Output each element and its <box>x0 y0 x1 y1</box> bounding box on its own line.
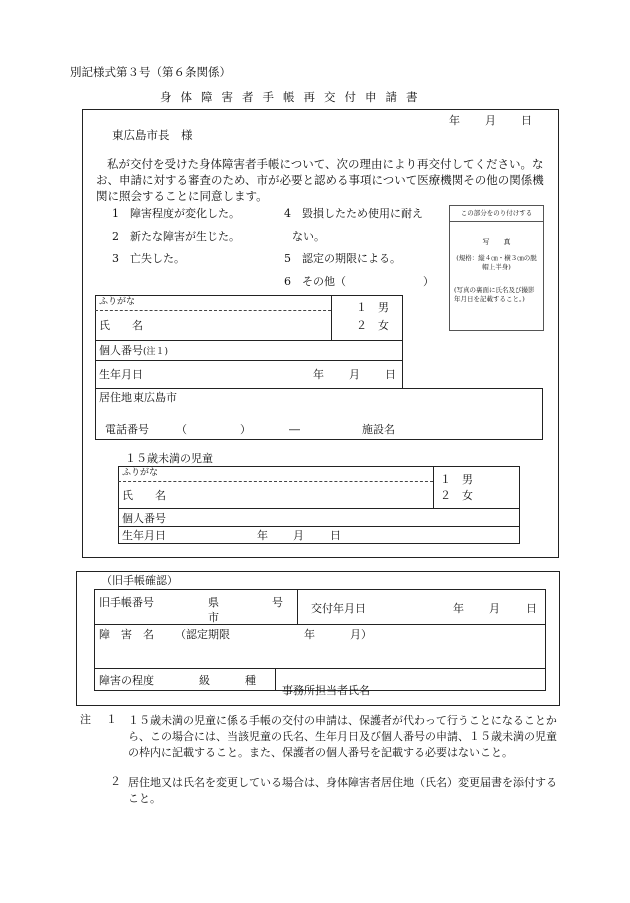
reason-3: 3 亡失した。 <box>112 252 185 265</box>
phone-dash: ― <box>289 423 300 436</box>
phone-open-paren: （ <box>176 423 187 436</box>
old-number-label: 旧手帳番号 <box>99 596 154 609</box>
disability-name-label: 障 害 名 <box>99 628 154 641</box>
form-number: 別記様式第３号（第６条関係） <box>70 65 231 79</box>
applicant-male-option: １ 男 <box>356 301 389 314</box>
child-name-label: 氏 名 <box>122 489 166 502</box>
issue-date-label: 交付年月日 <box>311 602 366 615</box>
photo-note: (写真の裏面に氏名及び撮影年月日を記載すること。) <box>454 286 535 303</box>
cert-month: 月） <box>350 628 372 641</box>
note-2-number: ２ <box>110 775 121 788</box>
child-birth-day: 日 <box>330 529 341 542</box>
applicant-furigana-label: ふりがな <box>99 297 136 307</box>
child-birth-label: 生年月日 <box>122 529 166 542</box>
address-label: 居住地 <box>99 391 132 404</box>
date-month: 月 <box>485 114 496 127</box>
date-day: 日 <box>521 114 532 127</box>
address-city: 東広島市 <box>133 391 177 404</box>
consent-statement: 私が交付を受けた身体障害者手帳について、次の理由により再交付してください。なお、申請に対する審査のため、市が必要と認める事項について医療機関その他の関係機関に照会することに同意します。 <box>96 157 544 203</box>
note-1-number: １ <box>106 713 117 726</box>
applicant-name-label: 氏 名 <box>99 319 143 332</box>
degree-grade: 級 <box>199 674 210 687</box>
old-prefecture: 県 <box>208 596 219 609</box>
applicant-id-label: 個人番号(注１) <box>99 344 169 357</box>
child-id-label: 個人番号 <box>122 512 166 525</box>
child-heading: １５歳未満の児童 <box>125 452 213 465</box>
child-male-option: １ 男 <box>440 473 473 486</box>
child-female-option: ２ 女 <box>440 489 473 502</box>
old-notebook-heading: （旧手帳確認） <box>101 574 178 587</box>
phone-label: 電話番号 <box>105 423 149 436</box>
photo-paste-label: この部分をのり付けする <box>450 206 543 222</box>
note-2: 居住地又は氏名を変更している場合は、身体障害者居住地（氏名）変更届書を添付すること。 <box>128 776 557 805</box>
reason-4: 4 毀損したため使用に耐え <box>284 207 423 220</box>
photo-box <box>449 205 544 331</box>
cert-year: 年 <box>304 628 315 641</box>
child-furigana-label: ふりがな <box>122 468 159 478</box>
reason-2: 2 新たな障害が生じた。 <box>112 230 240 243</box>
addressee: 東広島市長 様 <box>112 128 193 142</box>
cert-period-label: （認定期限 <box>175 628 230 641</box>
notes-label: 注 <box>80 713 91 726</box>
photo-title: 写 真 <box>482 238 511 246</box>
facility-label: 施設名 <box>362 423 395 436</box>
note-1: １５歳未満の児童に係る手帳の交付の申請は、保護者が代わって行うことになることから、この場合には、当該児童の氏名、生年月日及び個人番号の申請、１５歳未満の児童の枠内に記載すること。また、保護者の個人番号を記載する必要はないこと。 <box>128 714 557 759</box>
reason-5: 5 認定の期限による。 <box>284 252 401 265</box>
officer-name-label: 事務所担当者氏名 <box>282 684 370 697</box>
applicant-birth-label: 生年月日 <box>99 368 143 381</box>
applicant-birth-month: 月 <box>349 368 360 381</box>
reason-4-cont: ない。 <box>292 230 325 243</box>
old-city: 市 <box>208 611 219 624</box>
issue-year: 年 <box>453 602 464 615</box>
issue-day: 日 <box>526 602 537 615</box>
phone-close-paren: ） <box>240 423 251 436</box>
date-year: 年 <box>449 114 460 127</box>
reason-1: 1 障害程度が変化した。 <box>112 207 240 220</box>
applicant-birth-year: 年 <box>313 368 324 381</box>
degree-type: 種 <box>245 674 256 687</box>
reason-6: 6 その他（ ） <box>284 275 434 288</box>
child-birth-year: 年 <box>257 529 268 542</box>
issue-month: 月 <box>489 602 500 615</box>
photo-spec: (規格：縦４㎝・横３㎝の脱帽上半身) <box>456 254 537 271</box>
applicant-birth-day: 日 <box>385 368 396 381</box>
degree-label: 障害の程度 <box>99 674 154 687</box>
page-title: 身体障害者手帳再交付申請書 <box>160 90 427 104</box>
old-number-suffix: 号 <box>272 596 283 609</box>
child-birth-month: 月 <box>293 529 304 542</box>
applicant-female-option: ２ 女 <box>356 319 389 332</box>
